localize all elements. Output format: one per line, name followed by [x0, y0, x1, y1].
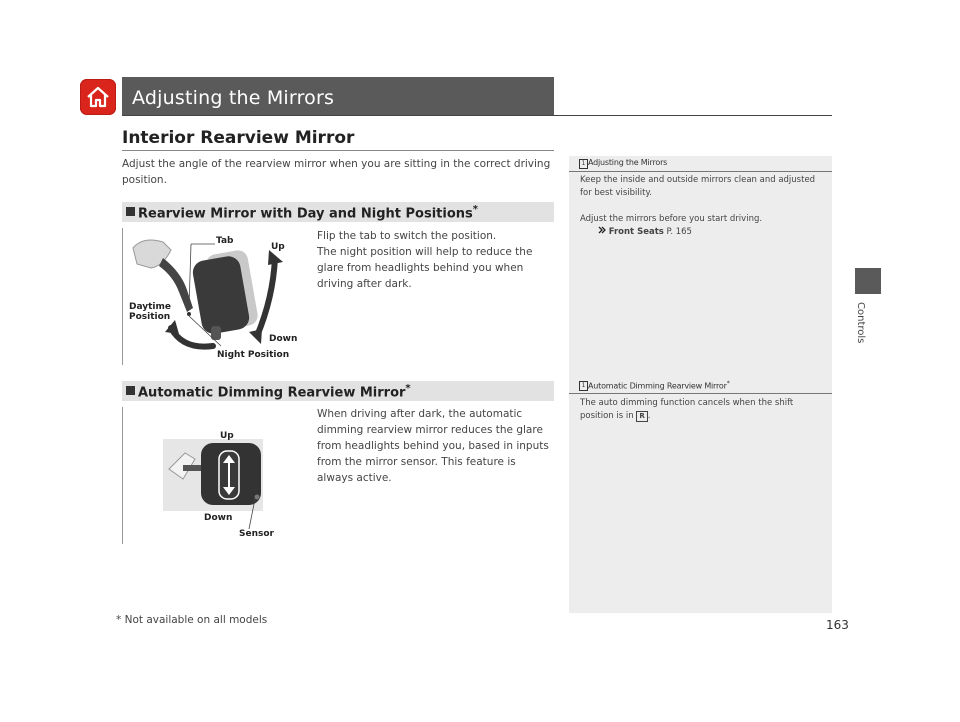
subhead-auto-dimming	[122, 381, 554, 401]
auto-dimming-mirror-illustration	[123, 407, 303, 544]
page-title: Adjusting the Mirrors	[132, 87, 335, 109]
note-paragraph: Adjust the mirrors before you start driving.	[580, 214, 763, 224]
note-title: Automatic Dimming Rearview Mirror	[588, 381, 727, 391]
day-night-mirror-figure	[122, 228, 303, 365]
double-arrow-icon	[598, 226, 606, 234]
label-tab: Tab	[216, 236, 234, 246]
note-period: .	[647, 411, 651, 421]
section-divider	[122, 150, 554, 151]
section-title: Interior Rearview Mirror	[122, 128, 355, 148]
auto-dimming-mirror-figure	[122, 407, 303, 544]
link-page: P. 165	[666, 227, 692, 237]
square-bullet-icon	[126, 207, 135, 216]
note-adjusting-mirrors-header	[569, 156, 832, 172]
note-auto-dimming-body	[580, 397, 820, 423]
note-title: Adjusting the Mirrors	[588, 158, 668, 167]
label-down: Down	[269, 334, 298, 344]
note-auto-dimming-header	[569, 378, 832, 394]
auto-dimming-body: When driving after dark, the automatic dimming rearview mirror reduces the glare from headlights behind you, based in inputs from the mirror sensor. This feature is always active.	[317, 408, 549, 484]
square-bullet-icon	[126, 386, 135, 395]
page-title-bar	[122, 77, 554, 115]
note-paragraph: Keep the inside and outside mirrors clean and adjusted for best visibility.	[580, 175, 816, 198]
title-divider	[122, 115, 832, 116]
side-tab-label: Controls	[855, 302, 866, 344]
note-icon: 1	[579, 159, 588, 169]
day-night-body-line1: Flip the tab to switch the position.	[317, 230, 497, 242]
footnote-star: *	[726, 380, 730, 387]
gear-r-indicator: R	[636, 411, 647, 422]
day-night-body-line2: The night position will help to reduce the glare from headlights behind you when driving after dark.	[317, 246, 533, 290]
link-front-seats[interactable]: Front Seats	[608, 227, 664, 237]
label-daytime-position: Daytime Position	[129, 302, 172, 322]
page-number: 163	[826, 618, 849, 632]
side-tab-marker[interactable]	[855, 268, 881, 294]
note-paragraph: The auto dimming function cancels when the shift position is in	[580, 398, 794, 421]
footnote-star: *	[405, 383, 411, 394]
note-icon: 1	[579, 381, 588, 391]
label-sensor: Sensor	[239, 529, 274, 539]
label-up: Up	[220, 431, 234, 441]
footnote-star: *	[472, 204, 478, 215]
label-up: Up	[271, 242, 285, 252]
label-down: Down	[204, 513, 233, 523]
footnote: * Not available on all models	[116, 614, 268, 626]
note-cross-reference[interactable]	[580, 226, 820, 239]
note-adjusting-mirrors-body	[580, 174, 820, 239]
day-night-body	[317, 228, 555, 292]
subhead-day-night-text: Rearview Mirror with Day and Night Positions	[138, 206, 473, 222]
label-night-position: Night Position	[217, 350, 290, 360]
intro-text: Adjust the angle of the rearview mirror when you are sitting in the correct driving position.	[122, 158, 551, 186]
subhead-day-night	[122, 202, 554, 222]
home-icon[interactable]	[80, 79, 116, 115]
subhead-auto-dimming-text: Automatic Dimming Rearview Mirror	[138, 385, 406, 401]
